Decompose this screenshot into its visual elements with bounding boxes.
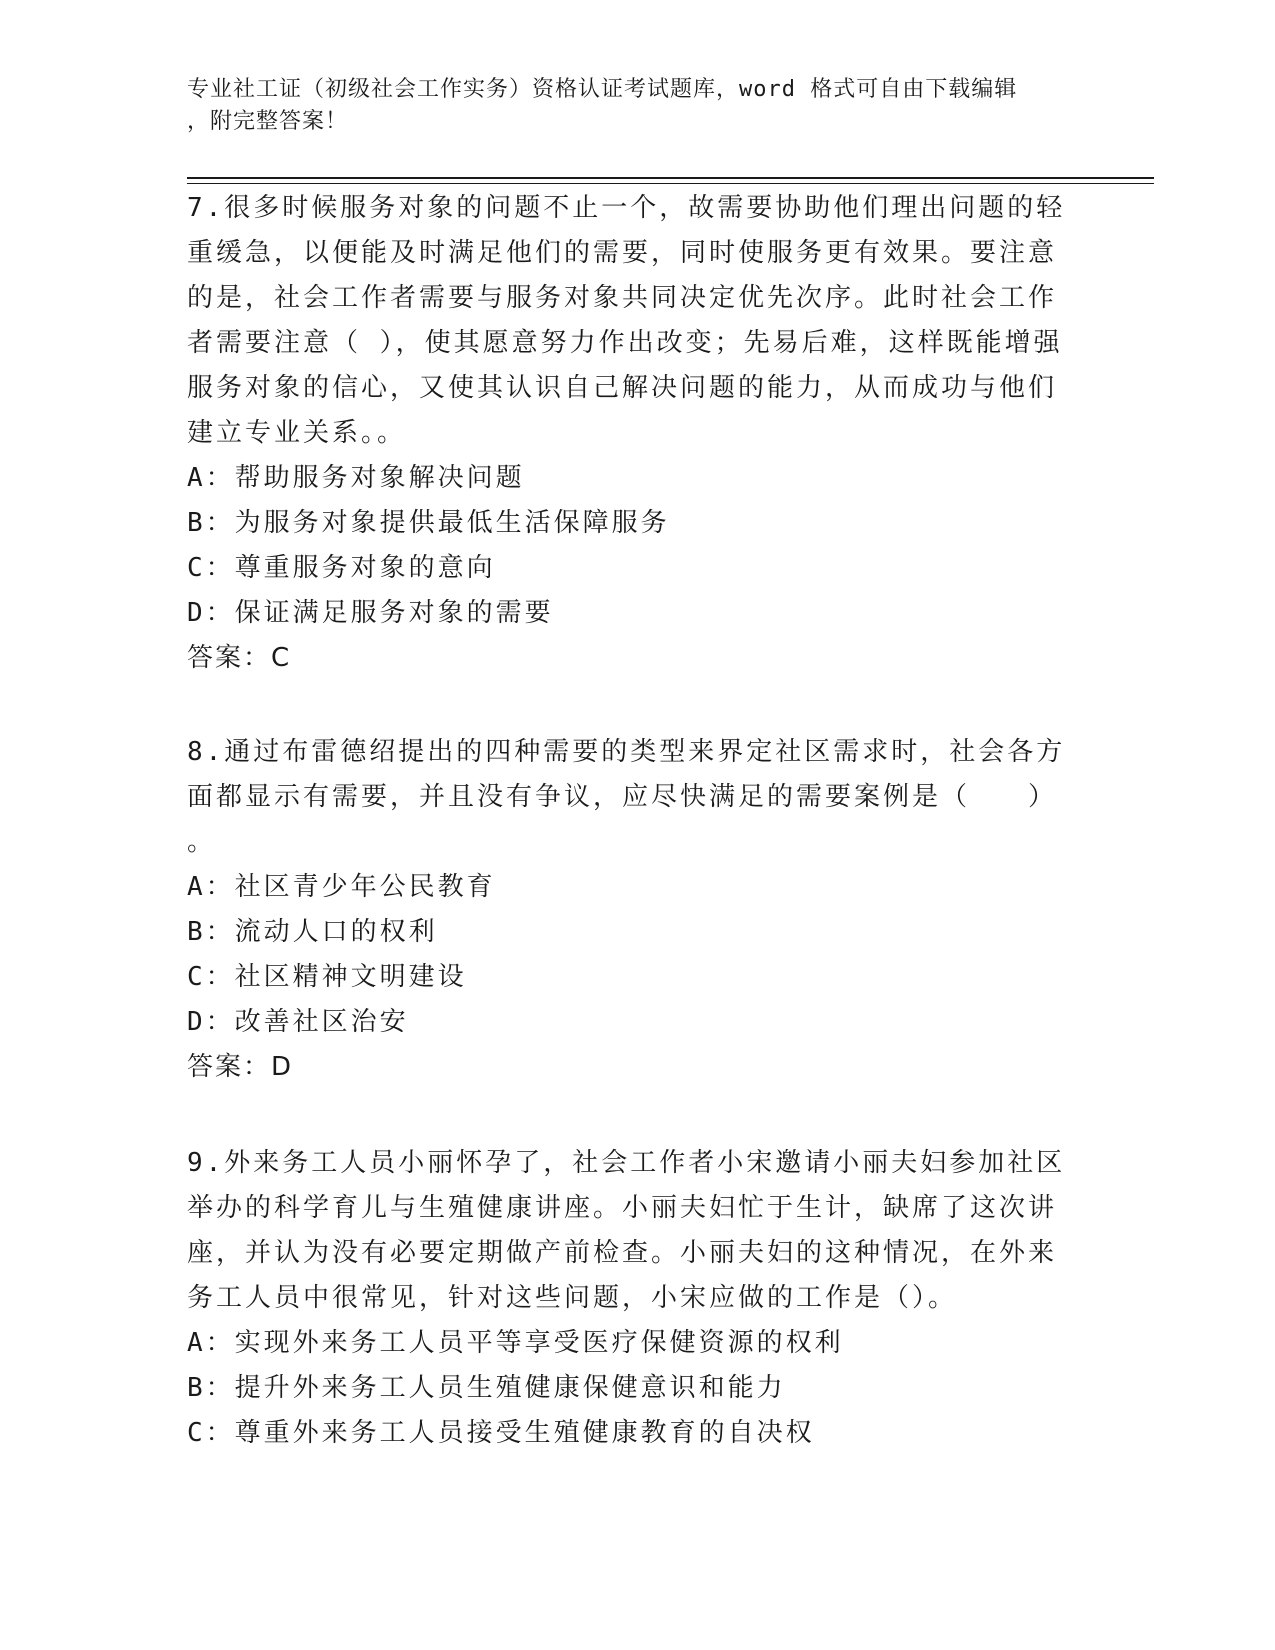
option-c: C：尊重服务对象的意向 — [187, 553, 496, 583]
option-b: B：为服务对象提供最低生活保障服务 — [187, 508, 670, 538]
question-stem-line: 座，并认为没有必要定期做产前检查。小丽夫妇的这种情况，在外来 — [187, 1238, 1058, 1268]
question-stem-line: 的是，社会工作者需要与服务对象共同决定优先次序。此时社会工作 — [187, 283, 1058, 313]
question-stem-line: 。 — [187, 827, 217, 857]
option-b: B：提升外来务工人员生殖健康保健意识和能力 — [187, 1373, 786, 1403]
option-b: B：流动人口的权利 — [187, 917, 438, 947]
answer-line: 答案：C — [187, 643, 292, 673]
header-line-2: ，附完整答案！ — [187, 109, 349, 134]
option-d: D：改善社区治安 — [187, 1007, 409, 1037]
question-stem-line: 建立专业关系。。 — [187, 418, 407, 448]
question-stem-line: 举办的科学育儿与生殖健康讲座。小丽夫妇忙于生计，缺席了这次讲 — [187, 1193, 1058, 1223]
option-c: C：尊重外来务工人员接受生殖健康教育的自决权 — [187, 1418, 815, 1448]
header-line-1: 专业社工证（初级社会工作实务）资格认证考试题库，word 格式可自由下载编辑 — [187, 77, 1018, 102]
question-stem-line: 7.很多时候服务对象的问题不止一个，故需要协助他们理出问题的轻 — [187, 193, 1066, 223]
question-stem-line: 8.通过布雷德绍提出的四种需要的类型来界定社区需求时，社会各方 — [187, 737, 1066, 767]
question-stem-line: 重缓急，以便能及时满足他们的需要，同时使服务更有效果。要注意 — [187, 238, 1058, 268]
option-a: A：实现外来务工人员平等享受医疗保健资源的权利 — [187, 1328, 844, 1358]
option-c: C：社区精神文明建设 — [187, 962, 467, 992]
option-a: A：社区青少年公民教育 — [187, 872, 496, 902]
question-9 — [187, 1141, 1067, 1456]
header-divider-thin — [187, 183, 1154, 184]
question-8 — [187, 730, 1067, 1090]
question-7 — [187, 186, 1067, 681]
option-d: D：保证满足服务对象的需要 — [187, 598, 554, 628]
question-stem-line: 者需要注意（ ），使其愿意努力作出改变；先易后难，这样既能增强 — [187, 328, 1063, 358]
header-divider-thick — [187, 177, 1154, 179]
question-stem-line: 务工人员中很常见，针对这些问题，小宋应做的工作是（）。 — [187, 1283, 958, 1313]
question-stem-line: 9.外来务工人员小丽怀孕了，社会工作者小宋邀请小丽夫妇参加社区 — [187, 1148, 1066, 1178]
question-stem-line: 服务对象的信心，又使其认识自己解决问题的能力，从而成功与他们 — [187, 373, 1058, 403]
document-header — [187, 74, 1087, 138]
question-stem-line: 面都显示有需要，并且没有争议，应尽快满足的需要案例是（ ） — [187, 782, 1058, 812]
option-a: A：帮助服务对象解决问题 — [187, 463, 525, 493]
answer-line: 答案：D — [187, 1052, 294, 1082]
